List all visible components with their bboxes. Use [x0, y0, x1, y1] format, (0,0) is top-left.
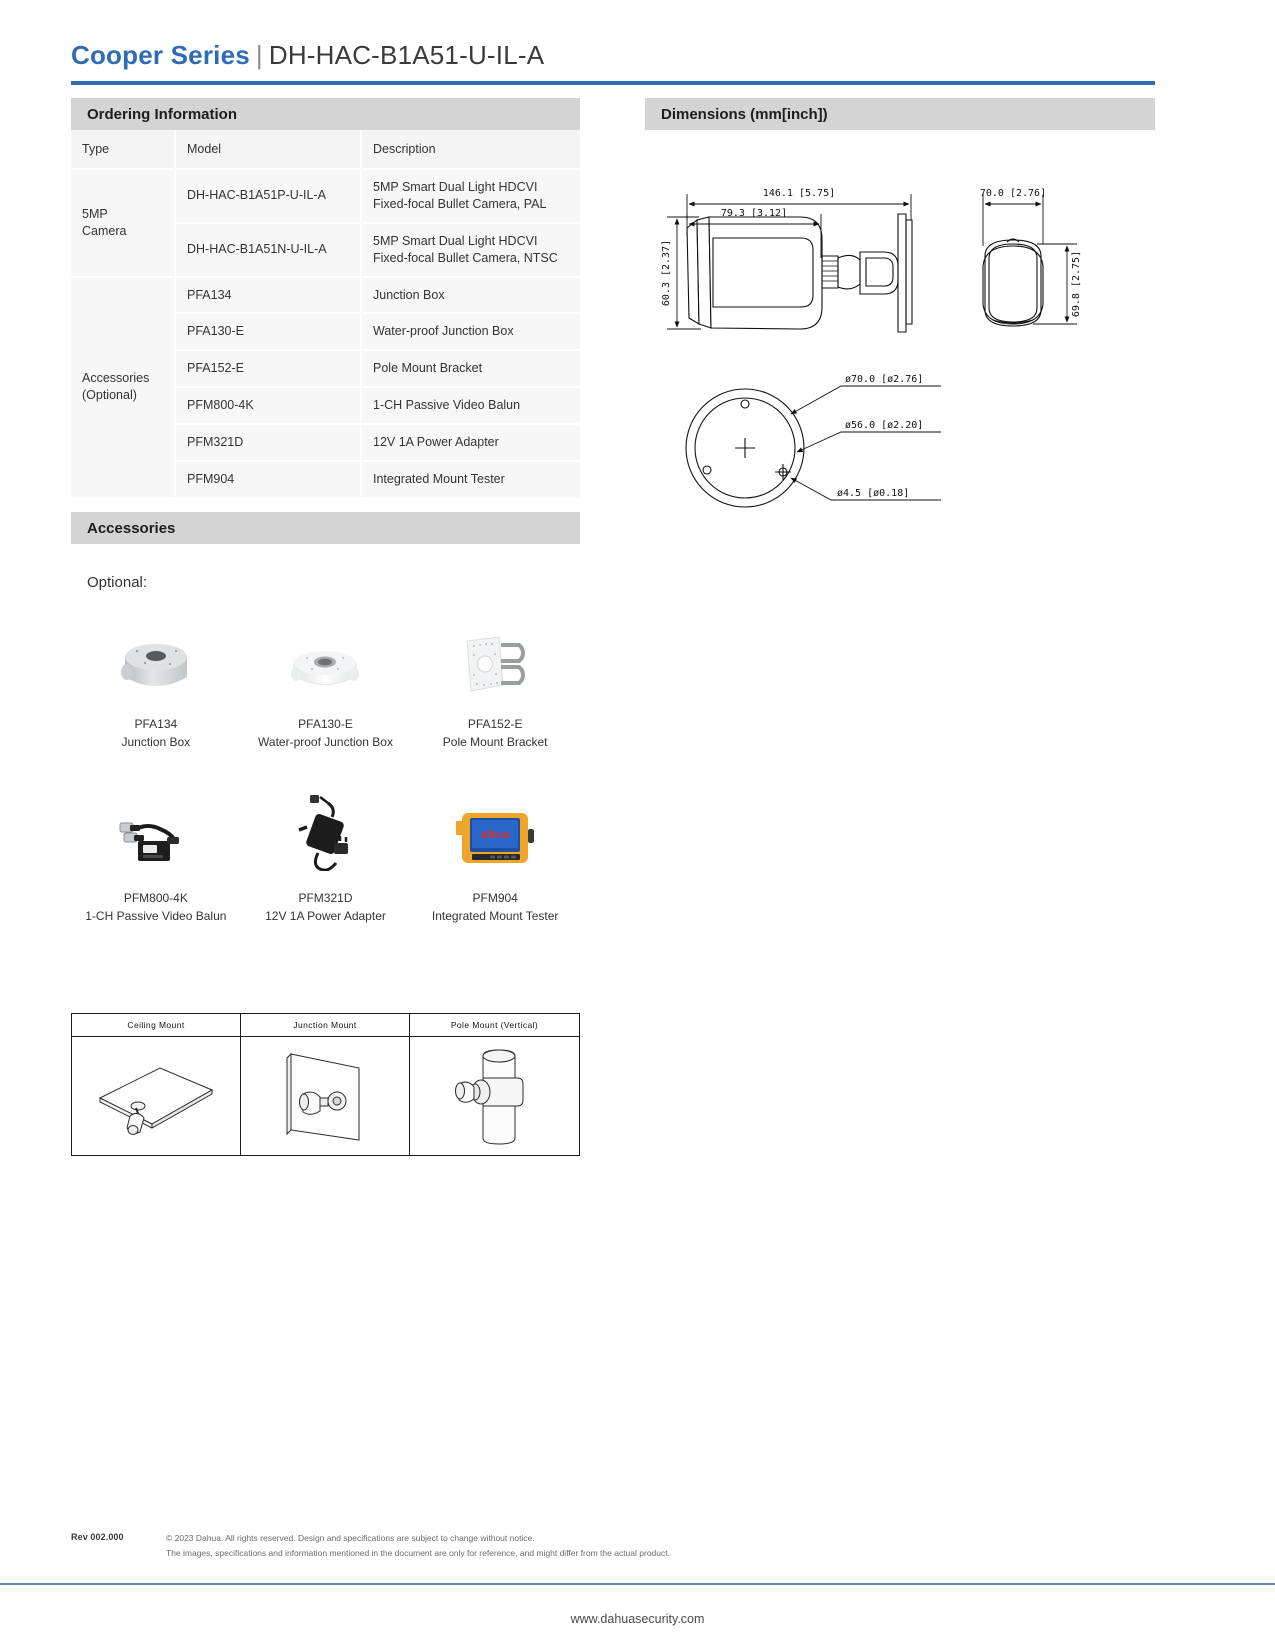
- type-label-line1: 5MP: [82, 206, 108, 221]
- type-label-line2: (Optional): [82, 388, 137, 403]
- junction-box-gray-icon: [71, 617, 241, 697]
- left-column: [71, 98, 580, 499]
- accessory-model: PFA130-E: [298, 717, 353, 731]
- mount-column-ceiling: [72, 1014, 241, 1155]
- accessory-item: [71, 791, 241, 925]
- cell-model: PFM904: [175, 461, 361, 498]
- mount-column-pole: [410, 1014, 579, 1155]
- power-adapter-icon: [241, 791, 411, 871]
- table-row: [71, 277, 580, 314]
- accessories-header: [71, 512, 580, 544]
- junction-box-white-icon: [241, 617, 411, 697]
- cell-description: Junction Box: [361, 277, 580, 314]
- revision-label: Rev 002.000: [71, 1532, 124, 1542]
- video-balun-icon: [71, 791, 241, 871]
- legal-line-2: The images, specifications and information mentioned in the document are only for reference, and might differ from the actual product.: [166, 1547, 670, 1558]
- cell-model: PFA130-E: [175, 313, 361, 350]
- mounting-methods-table: [71, 1013, 580, 1156]
- mount-header-ceiling: Ceiling Mount: [72, 1014, 240, 1037]
- column-header-type: Type: [71, 130, 175, 169]
- table-header-row: [71, 130, 580, 169]
- cell-type-accessories: [71, 277, 175, 498]
- accessory-name: Pole Mount Bracket: [442, 735, 548, 749]
- cell-description: Pole Mount Bracket: [361, 350, 580, 387]
- ordering-information-title: Ordering Information: [87, 105, 237, 123]
- cell-type-camera: [71, 169, 175, 277]
- svg-text:alhua: alhua: [480, 829, 510, 841]
- dim-body-length: 79.3 [3.12]: [720, 208, 788, 219]
- accessory-name: 12V 1A Power Adapter: [265, 909, 386, 923]
- pole-mount-bracket-icon: [410, 617, 580, 697]
- accessory-item: [71, 617, 241, 751]
- column-header-model: Model: [175, 130, 361, 169]
- mount-header-pole: Pole Mount (Vertical): [410, 1014, 579, 1037]
- dim-bolt-circle: ø56.0 [ø2.20]: [845, 420, 924, 431]
- accessory-name: Junction Box: [121, 735, 191, 749]
- type-label-line2: Camera: [82, 223, 127, 238]
- accessory-name: Integrated Mount Tester: [431, 909, 559, 923]
- legal-line-1: © 2023 Dahua. All rights reserved. Design and specifications are subject to change without notice.: [166, 1533, 535, 1543]
- cell-description: 1-CH Passive Video Balun: [361, 387, 580, 424]
- dimensions-title: Dimensions (mm[inch]): [661, 105, 828, 123]
- type-label-line1: Accessories: [82, 371, 150, 386]
- header-divider: [71, 81, 1155, 85]
- column-header-description: Description: [361, 130, 580, 169]
- accessory-model: PFM904: [472, 891, 518, 905]
- mount-column-junction: [241, 1014, 410, 1155]
- cell-model: PFM321D: [175, 424, 361, 461]
- dim-body-height: 60.3 [2.37]: [661, 239, 672, 307]
- dimension-drawings: [645, 152, 1155, 572]
- accessories-section: [71, 512, 580, 925]
- accessory-model: PFM321D: [298, 891, 353, 905]
- ordering-information-table: [71, 130, 580, 499]
- cell-description: 5MP Smart Dual Light HDCVI Fixed-focal Bullet Camera, PAL: [361, 169, 580, 223]
- accessory-name: 1-CH Passive Video Balun: [85, 909, 227, 923]
- ceiling-mount-illustration: [72, 1037, 240, 1155]
- footer-divider: [0, 1583, 1275, 1585]
- cell-model: PFA152-E: [175, 350, 361, 387]
- dim-outer-diameter: ø70.0 [ø2.76]: [845, 374, 924, 385]
- junction-mount-illustration: [241, 1037, 409, 1155]
- accessory-model: PFA134: [134, 717, 178, 731]
- accessories-title: Accessories: [87, 519, 176, 537]
- cell-description: Water-proof Junction Box: [361, 313, 580, 350]
- document-header: [71, 40, 1155, 85]
- mount-tester-icon: [410, 791, 580, 871]
- title-separator: |: [255, 40, 263, 70]
- table-row: [71, 169, 580, 223]
- accessory-item: [410, 617, 580, 751]
- cell-model: DH-HAC-B1A51N-U-IL-A: [175, 223, 361, 277]
- dim-front-width: 70.0 [2.76]: [979, 188, 1047, 199]
- website-url: www.dahuasecurity.com: [570, 1612, 705, 1626]
- dim-front-height: 69.8 [2.75]: [1071, 250, 1082, 318]
- dim-overall-length: 146.1 [5.75]: [762, 188, 836, 199]
- accessories-grid: [71, 617, 580, 925]
- cell-description: 12V 1A Power Adapter: [361, 424, 580, 461]
- product-model: DH-HAC-B1A51-U-IL-A: [268, 40, 545, 70]
- legal-text: [166, 1531, 670, 1561]
- right-column: [645, 98, 1155, 572]
- dim-hole-diameter: ø4.5 [ø0.18]: [837, 488, 910, 499]
- cell-description: Integrated Mount Tester: [361, 461, 580, 498]
- cell-description: 5MP Smart Dual Light HDCVI Fixed-focal Bullet Camera, NTSC: [361, 223, 580, 277]
- page-title: [71, 40, 1155, 71]
- cell-model: PFM800-4K: [175, 387, 361, 424]
- accessory-model: PFA152-E: [467, 717, 523, 731]
- dimensions-header: [645, 98, 1155, 130]
- pole-mount-illustration: [410, 1037, 579, 1155]
- product-series: Cooper Series: [71, 40, 250, 70]
- optional-label: Optional:: [87, 574, 148, 591]
- cell-model: DH-HAC-B1A51P-U-IL-A: [175, 169, 361, 223]
- accessory-model: PFM800-4K: [123, 891, 188, 905]
- mount-header-junction: Junction Mount: [241, 1014, 409, 1037]
- accessory-item: [241, 791, 411, 925]
- accessory-item: [241, 617, 411, 751]
- accessory-name: Water-proof Junction Box: [258, 735, 393, 749]
- document-footer: [71, 1531, 1155, 1561]
- cell-model: PFA134: [175, 277, 361, 314]
- ordering-information-header: [71, 98, 580, 130]
- accessory-item: [410, 791, 580, 925]
